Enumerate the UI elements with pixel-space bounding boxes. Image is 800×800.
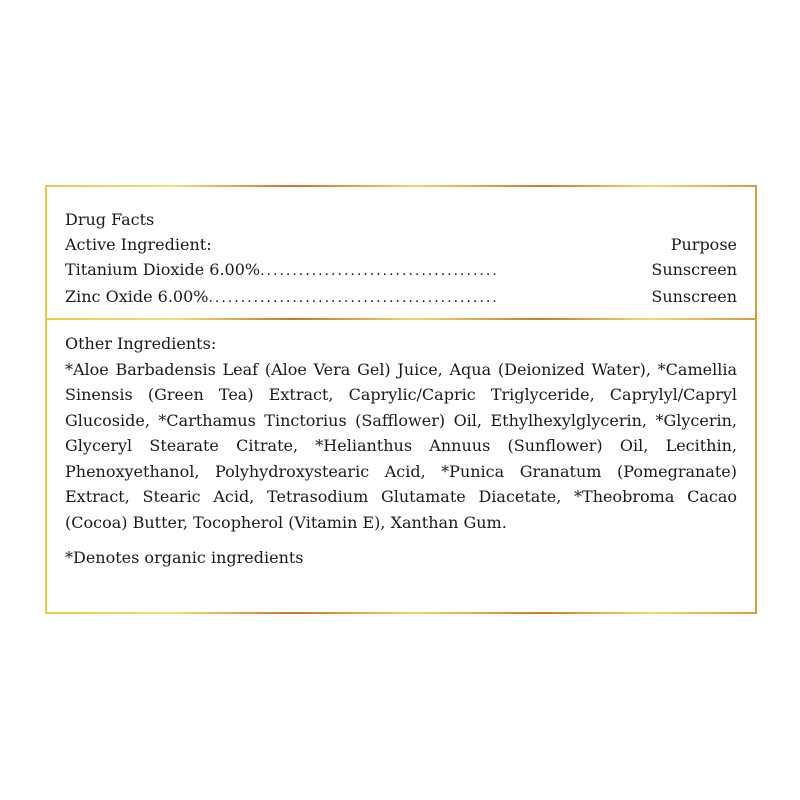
other-ingredients-text: *Aloe Barbadensis Leaf (Aloe Vera Gel) Juice, Aqua (Deionized Water), *Camellia Sinensis (Green Tea) Extract, Caprylic/Capric Triglyceride, Caprylyl/Capryl Glucoside, *Carthamus Tinctorius (Safflower) Oil, Ethylhexylglycerin, *Glycerin, Glyceryl Stearate Citrate, *Helianthus Annuus (Sunflower) Oil, Lecithin, Phenoxyethanol, Polyhydroxystearic Acid, *Punica Granatum (Pomegranate) Extract, Stearic Acid, Tetrasodium Glutamate Diacetate, *Theobroma Cacao (Cocoa) Butter, Tocopherol (Vitamin E), Xanthan Gum. <box>65 359 737 532</box>
ingredient-name: Titanium Dioxide 6.00% <box>65 260 261 279</box>
active-ingredients-section <box>65 207 737 311</box>
other-ingredients-section <box>65 331 737 571</box>
ingredient-name: Zinc Oxide 6.00% <box>65 287 209 306</box>
ingredient-row-zinc <box>65 284 737 311</box>
other-ingredients-label: Other Ingredients: <box>65 334 217 353</box>
drug-facts-title: Drug Facts <box>65 210 155 229</box>
active-ingredient-label: Active Ingredient: <box>65 235 212 254</box>
organic-note: *Denotes organic ingredients <box>65 548 304 567</box>
active-ingredient-header-row <box>65 232 737 257</box>
ingredient-purpose: Sunscreen <box>651 260 737 279</box>
section-divider <box>47 318 755 320</box>
dot-leader: ............................................. <box>208 290 499 306</box>
drug-facts-panel <box>45 185 757 614</box>
ingredient-row-titanium <box>65 257 737 284</box>
dot-leader: ..................................... <box>260 263 499 279</box>
ingredient-purpose: Sunscreen <box>651 287 737 306</box>
purpose-label: Purpose <box>670 235 737 254</box>
drug-facts-panel-body <box>47 187 755 612</box>
